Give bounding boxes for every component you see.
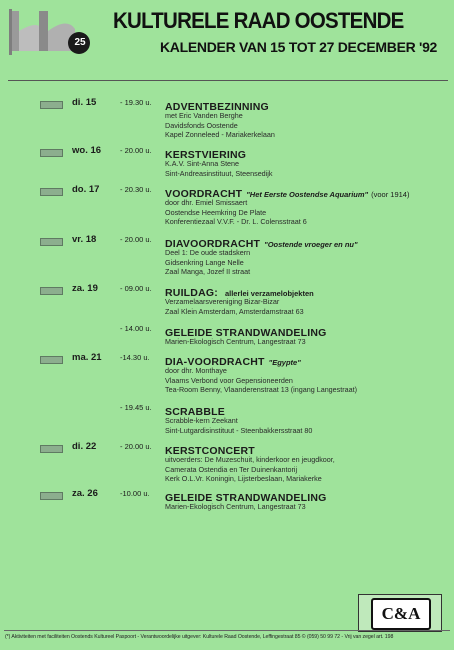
event-detail-line: Verzamelaarsvereniging Bizar-Bizar <box>165 297 280 306</box>
event-detail-line: Deel 1: De oude stadskern <box>165 248 251 257</box>
event-detail-line: K.A.V. Sint-Anna Stene <box>165 159 240 168</box>
event-time: - 19.30 u. <box>120 98 152 107</box>
event-time: - 20.00 u. <box>120 235 152 244</box>
event-detail-line: Kapel Zonneleed - Mariakerkelaan <box>165 130 275 140</box>
event-details <box>165 198 307 227</box>
event-suffix: allerlei verzamelobjekten <box>224 289 314 298</box>
event-details <box>165 159 272 178</box>
event-detail-line: Scrabble-kern Zeekant <box>165 416 238 425</box>
event-title: VOORDRACHT <box>165 188 243 200</box>
event-day: di. 22 <box>72 441 97 452</box>
event-details <box>165 366 357 395</box>
ca-logo-text: C&A <box>371 598 431 630</box>
event-time: -10.00 u. <box>120 489 150 498</box>
header-divider <box>8 80 448 81</box>
event-detail-line: uitvoerders: De Muzeschuit, kinderkoor en jeugdkoor, <box>165 455 335 464</box>
event-details <box>165 337 306 347</box>
event-day: vr. 18 <box>72 234 97 245</box>
event-marker <box>40 149 63 157</box>
event-detail-line: Camerata Ostendia en Ter Duinenkantorij <box>165 464 298 474</box>
event-detail-line: Tea-Room Benny, Vlaanderenstraat 13 (ingang Langestraat) <box>165 385 358 395</box>
event-detail-line: Gidsenkring Lange Nelle <box>165 257 244 267</box>
event-day: di. 15 <box>72 97 97 108</box>
event-subtitle: "Oostende vroeger en nu" <box>264 240 358 249</box>
event-detail-line: Konferentiezaal V.V.F. - Dr. L. Colensstraat 6 <box>165 217 307 227</box>
event-time: - 20.30 u. <box>120 185 152 194</box>
event-time: - 09.00 u. <box>120 284 152 293</box>
event-suffix: (voor 1914) <box>371 190 410 199</box>
event-details <box>165 455 335 484</box>
event-detail-line: Zaal Manga, Jozef II straat <box>165 267 251 277</box>
event-marker <box>40 445 63 453</box>
event-detail-line: Marien-Ekologisch Centrum, Langestraat 73 <box>165 337 306 346</box>
event-subtitle: "Het Eerste Oostendse Aquarium" <box>246 190 369 199</box>
event-title: ADVENTBEZINNING <box>165 101 269 113</box>
event-detail-line: Davidsfonds Oostende <box>165 120 238 130</box>
event-marker <box>40 356 63 364</box>
event-time: - 14.00 u. <box>120 324 152 333</box>
event-detail-line: Sint-Andreasinstituut, Steensedijk <box>165 168 273 178</box>
event-time: - 20.00 u. <box>120 442 152 451</box>
event-details <box>165 297 304 316</box>
event-detail-line: Oostendse Heemkring De Plate <box>165 207 267 217</box>
event-marker <box>40 101 63 109</box>
event-day: ma. 21 <box>72 352 102 363</box>
event-time: - 20.00 u. <box>120 146 152 155</box>
event-marker <box>40 492 63 500</box>
event-title: GELEIDE STRANDWANDELING <box>165 327 327 339</box>
event-marker <box>40 238 63 246</box>
event-detail-line: door dhr. Monthaye <box>165 366 227 375</box>
event-time: - 19.45 u. <box>120 403 152 412</box>
event-detail-line: door dhr. Emiel Smissaert <box>165 198 248 207</box>
footer-note: (*) Aktiviteiten met faciliteiten Oostends Kultureel Paspoort - Verantwoordelijke uitgever: Kulturele Raad Oostende, Leffingestraat 85 © (059) 50 99 72 - Vrij van zegel art. 198 <box>5 634 394 640</box>
logo-number: 25 <box>74 37 86 48</box>
page-title: KULTURELE RAAD OOSTENDE <box>113 8 404 33</box>
event-day: do. 17 <box>72 184 100 195</box>
event-day: za. 26 <box>72 488 98 499</box>
footer-divider <box>4 630 450 631</box>
event-details <box>165 111 275 140</box>
event-title: GELEIDE STRANDWANDELING <box>165 492 327 504</box>
event-marker <box>40 287 63 295</box>
page-subtitle: KALENDER VAN 15 TOT 27 DECEMBER '92 <box>160 39 438 55</box>
event-title: KERSTVIERING <box>165 149 247 161</box>
event-subtitle: "Egypte" <box>268 358 301 367</box>
event-title: KERSTCONCERT <box>165 445 255 457</box>
event-details <box>165 248 250 277</box>
event-detail-line: Sint-Lutgardisinstituut - Steenbakkersstraat 80 <box>165 425 313 435</box>
event-title: RUILDAG: <box>165 287 218 299</box>
event-detail-line: met Eric Vanden Berghe <box>165 111 243 120</box>
event-title: DIA-VOORDRACHT <box>165 356 265 368</box>
event-detail-line: Marien-Ekologisch Centrum, Langestraat 73 <box>165 502 306 511</box>
logo-graphic <box>9 9 95 55</box>
event-detail-line: Kerk O.L.Vr. Koningin, Lijsterbeslaan, Mariakerke <box>165 474 322 484</box>
sponsor-logo <box>358 594 442 632</box>
event-detail-line: Zaal Klein Amsterdam, Amsterdamstraat 63 <box>165 306 304 316</box>
event-detail-line: Vlaams Verbond voor Gepensioneerden <box>165 375 293 385</box>
event-day: za. 19 <box>72 283 98 294</box>
event-title: DIAVOORDRACHT <box>165 238 261 250</box>
event-time: -14.30 u. <box>120 353 150 362</box>
event-day: wo. 16 <box>72 145 102 156</box>
event-title: SCRABBLE <box>165 406 225 418</box>
event-details <box>165 502 306 512</box>
event-details <box>165 416 312 435</box>
event-marker <box>40 188 63 196</box>
kulturele-raad-logo <box>9 9 95 55</box>
